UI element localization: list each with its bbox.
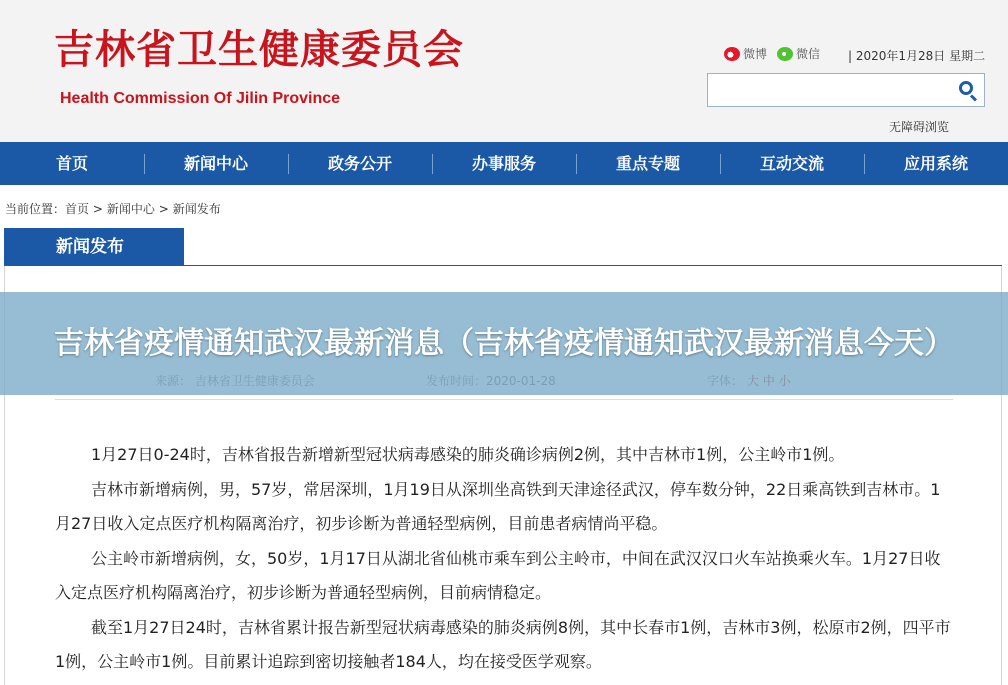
wechat-label: 微信 bbox=[796, 47, 821, 61]
article-paragraph: 截至1月27日24时，吉林省累计报告新型冠状病毒感染的肺炎病例8例，其中长春市1例，吉林市3例，松原市2例，四平市1例，公主岭市1例。目前累计追踪到密切接触者184人，均在接受医学观察。 bbox=[55, 617, 951, 671]
nav-item-apps[interactable]: 应用系统 bbox=[864, 142, 1008, 185]
social-links bbox=[724, 45, 830, 62]
weibo-link[interactable] bbox=[724, 45, 767, 62]
breadcrumb-current[interactable]: 新闻发布 bbox=[172, 202, 221, 216]
article-paragraph: 公主岭市新增病例，女，50岁，1月17日从湖北省仙桃市乘车到公主岭市，中间在武汉汉口火车站换乘火车。1月27日收入定点医疗机构隔离治疗，初步诊断为普通轻型病例，目前病情稳定。 bbox=[55, 548, 941, 602]
article-title: 吉林省疫情通知武汉最新消息（吉林省疫情通知武汉最新消息今天） bbox=[54, 326, 954, 361]
nav-item-services[interactable]: 办事服务 bbox=[432, 142, 576, 185]
breadcrumb-news[interactable]: 新闻中心 > bbox=[106, 202, 169, 216]
article-paragraph: 吉林市新增病例，男，57岁，常居深圳，1月19日从深圳坐高铁到天津途径武汉，停车数分钟，22日乘高铁到吉林市。1月27日收入定点医疗机构隔离治疗，初步诊断为普通轻型病例，目前患者病情尚平稳。 bbox=[55, 479, 941, 533]
article-body bbox=[55, 438, 955, 680]
section-tab[interactable]: 新闻发布 bbox=[4, 228, 184, 266]
title-banner bbox=[0, 292, 1008, 395]
breadcrumb-home[interactable]: 当前位置：首页 > bbox=[5, 202, 103, 216]
search-button[interactable] bbox=[956, 79, 980, 103]
wechat-link[interactable] bbox=[777, 45, 820, 62]
breadcrumb bbox=[5, 200, 225, 217]
wechat-icon bbox=[777, 47, 793, 61]
search-input[interactable] bbox=[707, 73, 985, 107]
site-header bbox=[0, 0, 1008, 142]
nav-item-news[interactable]: 新闻中心 bbox=[144, 142, 288, 185]
accessibility-link[interactable]: 无障碍浏览 bbox=[889, 120, 950, 134]
nav-item-gov-affairs[interactable]: 政务公开 bbox=[288, 142, 432, 185]
search-icon bbox=[959, 81, 973, 95]
nav-item-home[interactable]: 首页 bbox=[55, 154, 88, 173]
weibo-label: 微博 bbox=[743, 47, 768, 61]
site-logo-cn[interactable]: 吉林省卫生健康委员会 bbox=[54, 26, 464, 73]
current-date: | 2020年1月28日 星期二 bbox=[848, 49, 986, 63]
nav-item-topics[interactable]: 重点专题 bbox=[576, 142, 720, 185]
weibo-icon bbox=[724, 47, 740, 61]
main-nav bbox=[0, 142, 1008, 185]
site-logo-en[interactable]: Health Commission Of Jilin Province bbox=[60, 90, 341, 107]
article-paragraph: 1月27日0-24时，吉林省报告新增新型冠状病毒感染的肺炎确诊病例2例，其中吉林市1例，公主岭市1例。 bbox=[91, 445, 845, 464]
nav-item-interaction[interactable]: 互动交流 bbox=[720, 142, 864, 185]
